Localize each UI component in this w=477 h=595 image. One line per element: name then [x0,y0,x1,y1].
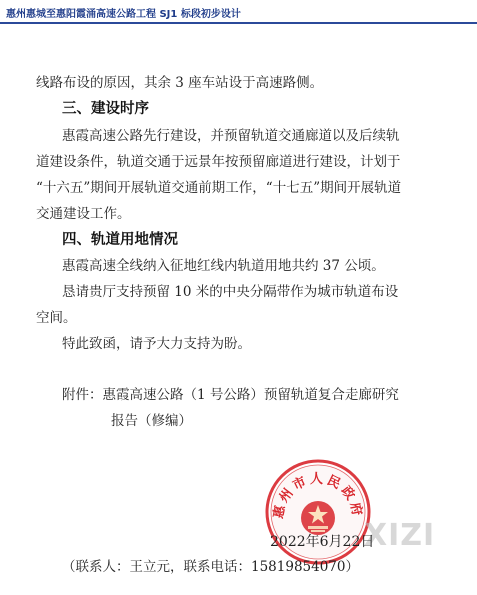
section-heading-3: 三、建设时序 [62,101,149,117]
document-date: 2022年6月22日 [270,534,375,550]
document-header [0,0,477,24]
paragraph-line: 道建设条件，轨道交通于远景年按预留廊道进行建设，计划于 [36,154,401,170]
paragraph-line: 特此致函，请予大力支持为盼。 [62,336,251,352]
header-title: 惠州惠城至惠阳霞涌高速公路工程 SJ1 标段初步设计 [6,9,241,20]
attachment-line: 报告（修编） [111,413,192,429]
paragraph-line: 线路布设的原因，其余 3 座车站设于高速路侧。 [36,75,324,91]
paragraph-line: 恳请贵厅支持预留 10 米的中央分隔带作为城市轨道布设 [62,284,399,300]
watermark: XIZI [364,518,436,553]
paragraph-line: 惠霞高速全线纳入征地红线内轨道用地共约 37 公顷。 [62,258,385,274]
paragraph-line: 交通建设工作。 [36,206,131,222]
contact-info: （联系人：王立元，联系电话：15819854070） [62,559,359,575]
section-heading-4: 四、轨道用地情况 [62,232,178,248]
svg-text:惠州市人民政府: 惠州市人民政府 [271,472,365,520]
paragraph-line: 惠霞高速公路先行建设，并预留轨道交通廊道以及后续轨 [62,128,400,144]
paragraph-line: “十六五”期间开展轨道交通前期工作，“十七五”期间开展轨道 [36,180,402,196]
attachment-line: 附件：惠霞高速公路（1 号公路）预留轨道复合走廊研究 [62,387,399,403]
paragraph-line: 空间。 [36,310,77,326]
